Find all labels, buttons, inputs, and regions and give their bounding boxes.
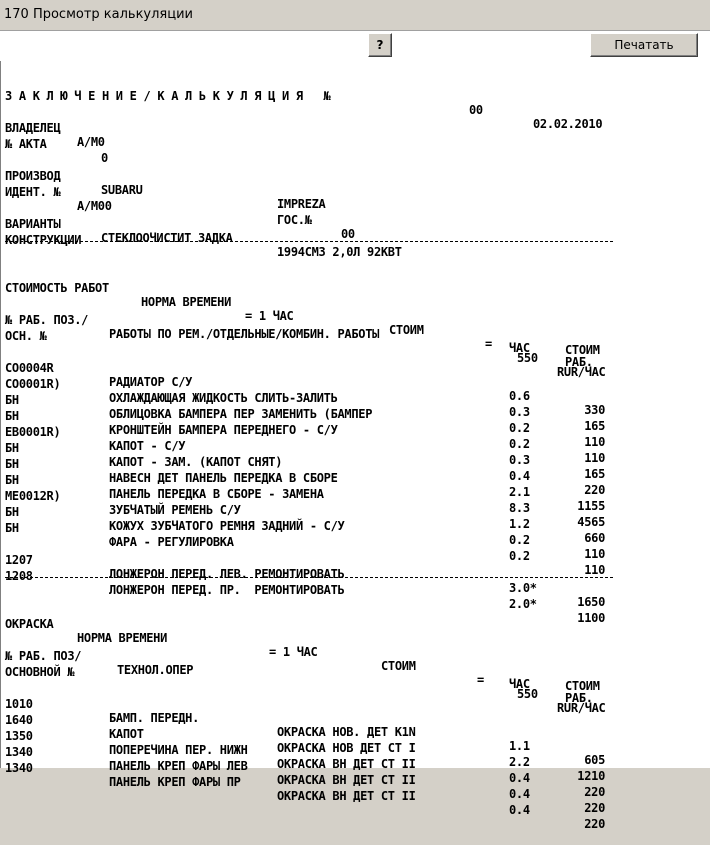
row-hours: 0.2: [509, 549, 530, 563]
row-code: БН: [5, 505, 19, 519]
paint-header-cost-2: СТОИМ: [565, 679, 600, 693]
variants-label-2: КОНСТРУКЦИИ: [5, 233, 82, 247]
row-cost: 605: [584, 753, 605, 767]
row-desc: ПАНЕЛЬ ПЕРЕДКА В СБОРЕ - ЗАМЕНА: [109, 487, 324, 501]
row-operation: ОКРАСКА НОВ. ДЕТ К1N: [277, 725, 416, 739]
toolbar: [0, 31, 710, 61]
row-hours: 1.1: [509, 739, 530, 753]
owner-value: А/М0: [77, 135, 105, 149]
row-hours: 2.2: [509, 755, 530, 769]
row-code: 1340: [5, 745, 33, 759]
act-label: № АКТА: [5, 137, 47, 151]
report-number: 00: [469, 103, 483, 117]
row-cost: 110: [584, 547, 605, 561]
work-norm-label: НОРМА ВРЕМЕНИ: [141, 295, 232, 309]
maker-label: ПРОИЗВОД: [5, 169, 61, 183]
row-code: БН: [5, 521, 19, 535]
row-hours: 0.3: [509, 405, 530, 419]
row-desc: ЛОНЖЕРОН ПЕРЕД. ПР. РЕМОНТИРОВАТЬ: [109, 583, 345, 597]
paint-header-cost: РАБ.: [565, 691, 593, 705]
row-code: 1207: [5, 553, 33, 567]
row-cost: 1155: [577, 499, 605, 513]
row-hours: 0.4: [509, 771, 530, 785]
row-part: ПАНЕЛЬ КРЕП ФАРЫ ЛЕВ: [109, 759, 248, 773]
row-cost: 165: [584, 467, 605, 481]
work-header-cost-2: СТОИМ: [565, 343, 600, 357]
work-header-code: № РАБ. ПОЗ./: [5, 313, 89, 327]
row-desc: КОЖУХ ЗУБЧАТОГО РЕМНЯ ЗАДНИЙ - С/У: [109, 519, 345, 533]
work-rate-unit: RUR/ЧАС: [557, 365, 606, 379]
owner-label: ВЛАДЕЛЕЦ: [5, 121, 61, 135]
row-cost: 110: [584, 563, 605, 577]
row-code: БН: [5, 441, 19, 455]
work-rate: 550: [517, 351, 538, 365]
row-operation: ОКРАСКА ВН ДЕТ СТ II: [277, 773, 416, 787]
report-title: З А К Л Ю Ч Е Н И Е / К А Л Ь К У Л Я Ц И Я №: [5, 89, 331, 103]
paint-norm-label: НОРМА ВРЕМЕНИ: [77, 631, 168, 645]
row-desc: РАДИАТОР С/У: [109, 375, 193, 389]
work-cost-label: СТОИМОСТЬ РАБОТ: [5, 281, 109, 295]
row-code: EB0001R): [5, 425, 61, 439]
engine-value: 1994СМ3 2,0Л 92КВТ: [277, 245, 402, 259]
row-hours: 0.2: [509, 437, 530, 451]
row-hours: 2.1: [509, 485, 530, 499]
row-operation: ОКРАСКА НОВ ДЕТ СТ I: [277, 741, 416, 755]
gos-label: ГОС.№: [277, 213, 312, 227]
paint-rate-unit: RUR/ЧАС: [557, 701, 606, 715]
row-cost: 220: [584, 801, 605, 815]
paint-cost-stoim: СТОИМ: [381, 659, 416, 673]
row-code: 1640: [5, 713, 33, 727]
work-cost-eq: =: [485, 337, 492, 351]
row-hours: 0.6: [509, 389, 530, 403]
row-desc: ОБЛИЦОВКА БАМПЕРА ПЕР ЗАМЕНИТЬ (БАМПЕР: [109, 407, 373, 421]
row-desc: НАВЕСН ДЕТ ПАНЕЛЬ ПЕРЕДКА В СБОРЕ: [109, 471, 338, 485]
row-cost: 1210: [577, 769, 605, 783]
paint-rate: 550: [517, 687, 538, 701]
row-cost: 220: [584, 785, 605, 799]
row-cost: 330: [584, 403, 605, 417]
report-date: 02.02.2010: [533, 117, 603, 131]
row-operation: ОКРАСКА ВН ДЕТ СТ II: [277, 789, 416, 803]
ident-label: ИДЕНТ. №: [5, 185, 61, 199]
gos-value: 00: [341, 227, 355, 241]
row-code: 1340: [5, 761, 33, 775]
row-code: CO0004R: [5, 361, 54, 375]
row-code: 1010: [5, 697, 33, 711]
work-norm-value: = 1 ЧАС: [245, 309, 294, 323]
report-view[interactable]: [0, 61, 710, 831]
row-cost: 110: [584, 435, 605, 449]
row-hours: 0.3: [509, 453, 530, 467]
window-titlebar: [0, 0, 710, 31]
row-desc: ЗУБЧАТЫЙ РЕМЕНЬ С/У: [109, 503, 241, 517]
work-cost-stoim: СТОИМ: [389, 323, 424, 337]
row-desc: ОХЛАЖДАЮЩАЯ ЖИДКОСТЬ СЛИТЬ-ЗАЛИТЬ: [109, 391, 338, 405]
row-cost: 220: [584, 817, 605, 831]
row-hours: 8.3: [509, 501, 530, 515]
row-part: БАМП. ПЕРЕДН.: [109, 711, 200, 725]
row-cost: 660: [584, 531, 605, 545]
paint-norm-value: = 1 ЧАС: [269, 645, 318, 659]
model-value: IMPREZA: [277, 197, 326, 211]
row-code: БН: [5, 393, 19, 407]
row-code: БН: [5, 457, 19, 471]
row-code: БН: [5, 409, 19, 423]
ident-value: А/М00: [77, 199, 112, 213]
row-part: ПОПЕРЕЧИНА ПЕР. НИЖН: [109, 743, 248, 757]
paint-cost-eq: =: [477, 673, 484, 687]
row-code: ME0012R): [5, 489, 61, 503]
row-code: CO0001R): [5, 377, 61, 391]
separator: [5, 577, 613, 578]
row-hours: 0.2: [509, 421, 530, 435]
separator: [5, 241, 613, 242]
row-code: БН: [5, 473, 19, 487]
row-operation: ОКРАСКА ВН ДЕТ СТ II: [277, 757, 416, 771]
row-cost: 110: [584, 451, 605, 465]
work-header-hours: ЧАС: [509, 341, 530, 355]
paint-header-desc: ТЕХНОЛ.ОПЕР: [117, 663, 194, 677]
row-cost: 220: [584, 483, 605, 497]
row-hours: 0.4: [509, 787, 530, 801]
row-desc: ФАРА - РЕГУЛИРОВКА: [109, 535, 234, 549]
row-hours: 0.4: [509, 469, 530, 483]
row-code: 1208: [5, 569, 33, 583]
paint-header-code-2: ОСНОВНОЙ №: [5, 665, 75, 679]
row-hours: 0.4: [509, 803, 530, 817]
variants-label: ВАРИАНТЫ: [5, 217, 61, 231]
row-cost: 165: [584, 419, 605, 433]
row-desc: ЛОНЖЕРОН ПЕРЕД. ЛЕВ. РЕМОНТИРОВАТЬ: [109, 567, 345, 581]
row-hours: 2.0*: [509, 597, 537, 611]
row-desc: КАПОТ - С/У: [109, 439, 186, 453]
help-button[interactable]: ?: [368, 33, 392, 57]
work-header-desc: РАБОТЫ ПО РЕМ./ОТДЕЛЬНЫЕ/КОМБИН. РАБОТЫ: [109, 327, 380, 341]
row-cost: 1650: [577, 595, 605, 609]
row-hours: 0.2: [509, 533, 530, 547]
maker-value: SUBARU: [101, 183, 143, 197]
row-part: КАПОТ: [109, 727, 144, 741]
row-code: 1350: [5, 729, 33, 743]
row-part: ПАНЕЛЬ КРЕП ФАРЫ ПР: [109, 775, 241, 789]
work-header-code-2: ОСН. №: [5, 329, 47, 343]
row-cost: 1100: [577, 611, 605, 625]
paint-cost-label: ОКРАСКА: [5, 617, 54, 631]
print-button[interactable]: Печатать: [590, 33, 698, 57]
paint-header-code: № РАБ. ПОЗ/: [5, 649, 82, 663]
paint-header-hours: ЧАС: [509, 677, 530, 691]
row-desc: КРОНШТЕЙН БАМПЕРА ПЕРЕДНЕГО - С/У: [109, 423, 338, 437]
variant-option: СТЕКЛООЧИСТИТ ЗАДКА: [101, 231, 233, 245]
row-desc: КАПОТ - ЗАМ. (КАПОТ СНЯТ): [109, 455, 283, 469]
act-value: 0: [101, 151, 108, 165]
work-header-cost: РАБ.: [565, 355, 593, 369]
row-hours: 3.0*: [509, 581, 537, 595]
row-cost: 4565: [577, 515, 605, 529]
row-hours: 1.2: [509, 517, 530, 531]
window-title: 170 Просмотр калькуляции: [4, 7, 194, 22]
